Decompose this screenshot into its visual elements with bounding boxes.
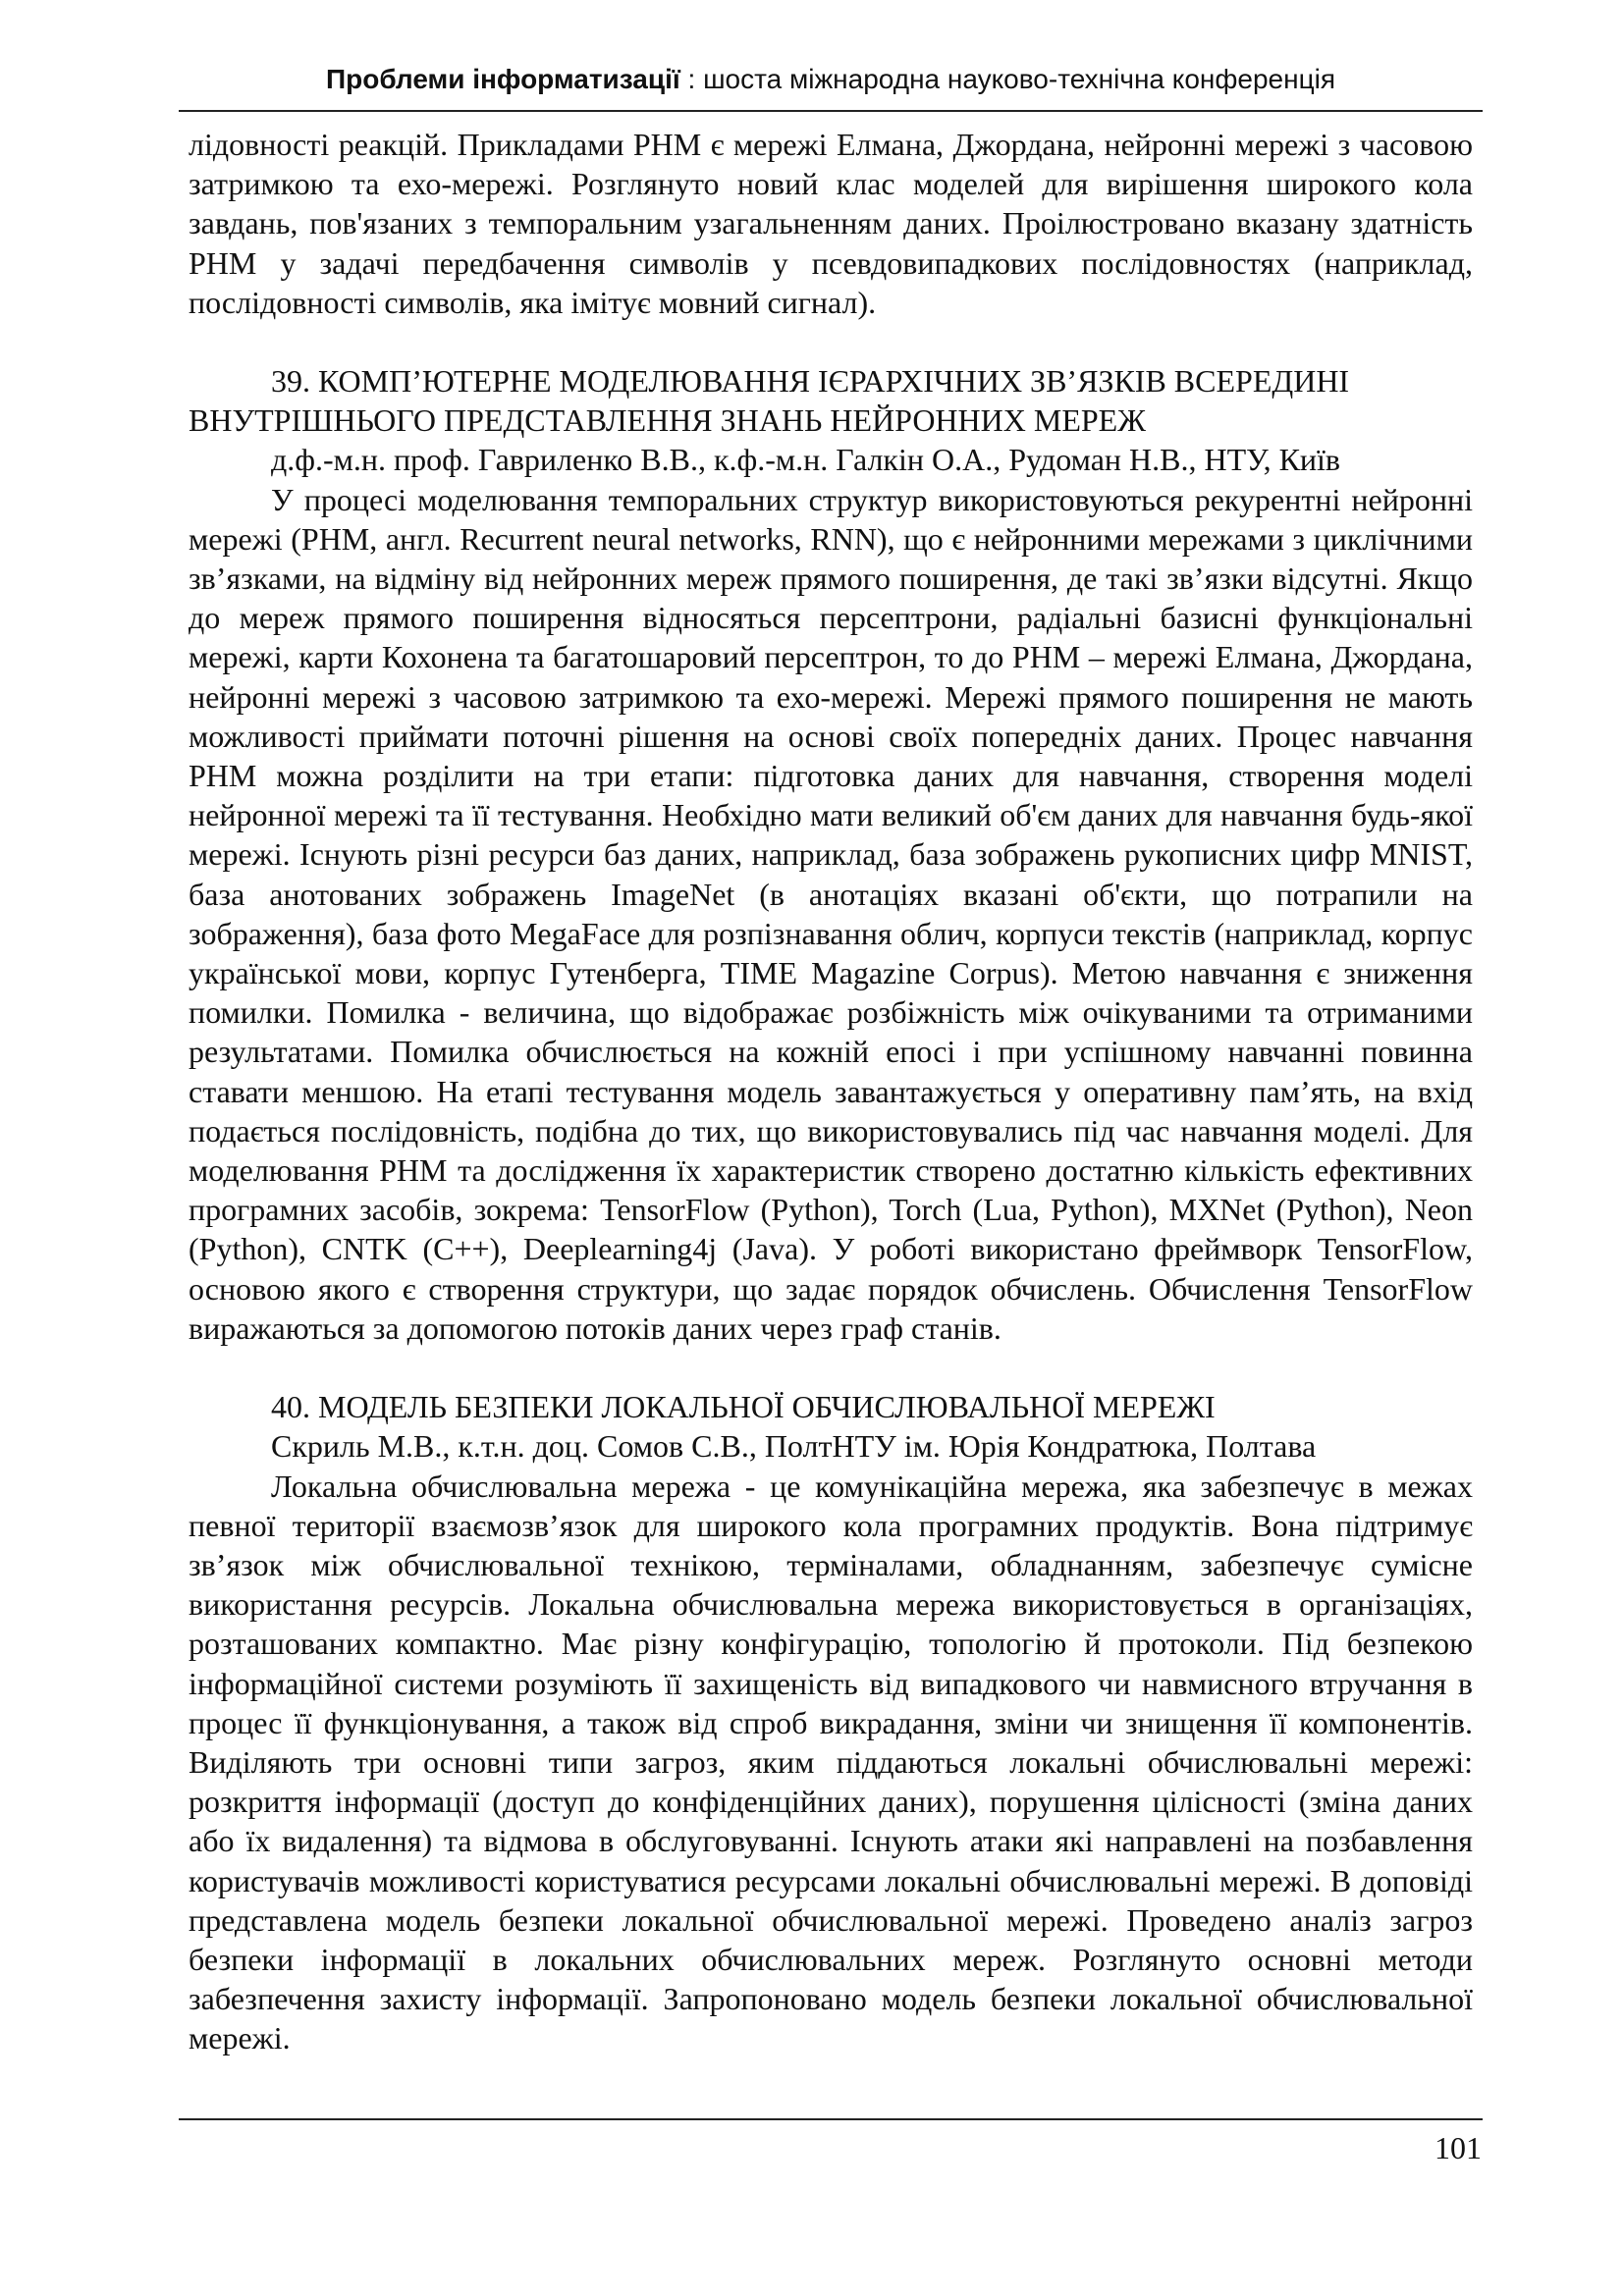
section-40-title: 40. МОДЕЛЬ БЕЗПЕКИ ЛОКАЛЬНОЇ ОБЧИСЛЮВАЛЬНОЇ МЕРЕЖІ (271, 1389, 1216, 1425)
section-spacer (189, 322, 1473, 361)
section-40-body: Локальна обчислювальна мережа - це комунікаційна мережа, яка забезпечує в межах певної території взаємозв’язок для широкого кола програмних продуктів. Вона підтримує зв’язок між обчислювальної технікою, терміналами, обладнанням, забезпечує сумісне використання ресурсів. Локальна обчислювальна мережа використовується в організаціях, розташованих компактно. Має різну конфігурацію, топологію й протоколи. Під безпекою інформаційної системи розуміють її захищеність від випадкового чи навмисного втручання в процес її функціонування, а також від спроб викрадання, зміни чи знищення її компонентів. Виділяють три основні типи загроз, яким піддаються локальні обчислювальні мережі: розкриття інформації (доступ до конфіденційних даних), порушення цілісності (зміна даних або їх видалення) та відмова в обслуговуванні. Існують атаки які направлені на позбавлення користувачів можливості користуватися ресурсами локальні обчислювальні мережі. В доповіді представлена модель безпеки локальної обчислювальної мережі. Проведено аналіз загроз безпеки інформації в локальних обчислювальних мереж. Розглянуто основні методи забезпечення захисту інформації. Запропоновано модель безпеки локальної обчислювальної мережі. (189, 1468, 1473, 2056)
section-spacer (189, 1348, 1473, 1387)
footer-rule (179, 2118, 1483, 2120)
section-39-authors: д.ф.-м.н. проф. Гавриленко В.В., к.ф.-м.н. Галкін О.А., Рудоман Н.В., НТУ, Київ (271, 442, 1341, 478)
header-rule (179, 110, 1483, 112)
header-conference-title: : шоста міжнародна науково-технічна конференція (679, 64, 1335, 94)
page-number: 101 (1435, 2130, 1482, 2165)
intro-paragraph: лідовності реакцій. Прикладами РНМ є мережі Елмана, Джордана, нейронні мережі з часовою затримкою та ехо-мережі. Розглянуто новий клас моделей для вирішення широкого кола завдань, пов'язаних з темпоральним узагальненням даних. Проілюстровано вказану здатність РНМ у задачі передбачення символів у псевдовипадкових послідовностях (наприклад, послідовності символів, яка імітує мовний сигнал). (189, 127, 1473, 320)
article-text (189, 125, 1473, 2058)
running-header (179, 62, 1483, 97)
section-40-authors: Скриль М.В., к.т.н. доц. Сомов С.В., ПолтНТУ ім. Юрія Кондратюка, Полтава (271, 1428, 1317, 1465)
section-39-body: У процесі моделювання темпоральних структур використовуються рекурентні нейронні мережі (РНМ, англ. Recurrent neural networks, RNN), що є нейронними мережами з циклічними зв’язками, на відміну від нейронних мереж прямого поширення, де такі зв’язки відсутні. Якщо до мереж прямого поширення відносяться персептрони, радіальні базисні функціональні мережі, карти Кохонена та багатошаровий персептрон, то до РНМ – мережі Елмана, Джордана, нейронні мережі з часовою затримкою та ехо-мережі. Мережі прямого поширення не мають можливості приймати поточні рішення на основі своїх попередніх даних. Процес навчання РНМ можна розділити на три етапи: підготовка даних для навчання, створення моделі нейронної мережі та її тестування. Необхідно мати великий об'єм даних для навчання будь-якої мережі. Існують різні ресурси баз даних, наприклад, база зображень рукописних цифр MNIST, база анотованих зображень ImageNet (в анотаціях вказані об'єкти, що потрапили на зображення), база фото MegaFace для розпізнавання облич, корпуси текстів (наприклад, корпус української мови, корпус Гутенберга, TIME Magazine Corpus). Метою навчання є зниження помилки. Помилка - величина, що відображає розбіжність між очікуваними та отриманими результатами. Помилка обчислюється на кожній епосі і при успішному навчанні повинна ставати меншою. На етапі тестування модель завантажується у оперативну пам’ять, на вхід подається послідовність, подібна до тих, що використовувались під час навчання моделі. Для моделювання РНМ та дослідження їх характеристик створено достатню кількість ефективних програмних засобів, зокрема: TensorFlow (Python), Torch (Lua, Python), MXNet (Python), Neon (Python), CNTK (C++), Deeplearning4j (Java). У роботі використано фреймворк TensorFlow, основою якого є створення структури, що задає порядок обчислень. Обчислення TensorFlow виражаються за допомогою потоків даних через граф станів. (189, 481, 1473, 1346)
section-39-title: 39. КОМП’ЮТЕРНЕ МОДЕЛЮВАННЯ ІЄРАРХІЧНИХ ЗВ’ЯЗКІВ ВСЕРЕДИНІ ВНУТРІШНЬОГО ПРЕДСТАВЛЕННЯ ЗНАНЬ НЕЙРОННИХ МЕРЕЖ (189, 363, 1350, 439)
header-journal-title: Проблеми інформатизації (325, 64, 680, 94)
